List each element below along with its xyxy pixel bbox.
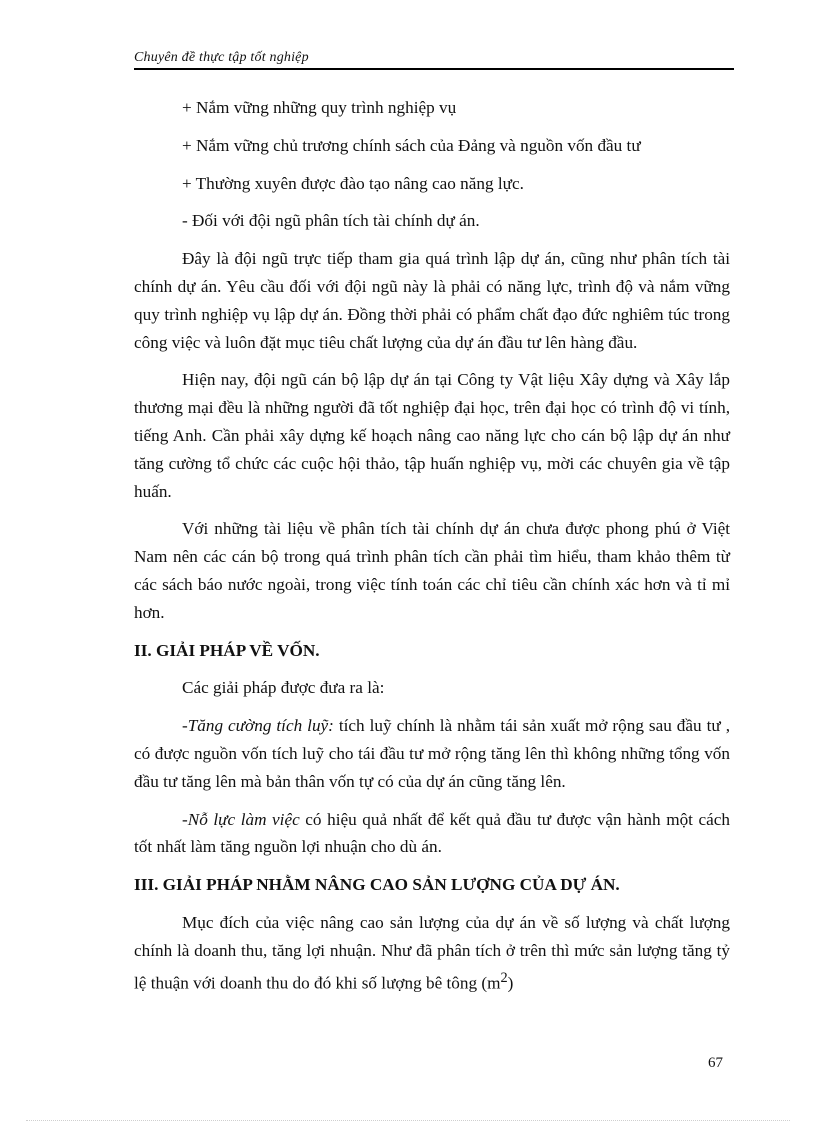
solution-title: -Tăng cường tích luỹ: — [182, 716, 334, 736]
paragraph-end: ) — [507, 973, 514, 993]
page-body — [134, 94, 730, 1007]
section-heading: III. GIẢI PHÁP NHẰM NÂNG CAO SẢN LƯỢNG CỦA DỰ ÁN. — [134, 875, 620, 895]
section-intro: Các giải pháp được đưa ra là: — [182, 678, 385, 698]
solution-paragraph — [134, 806, 730, 862]
paragraph — [134, 909, 730, 997]
paragraph: Đây là đội ngũ trực tiếp tham gia quá trình lập dự án, cũng như phân tích tài chính dự án. Yêu cầu đối với đội ngũ này là phải có năng lực, trình độ và nắm vững quy trình nghiệp vụ lập dự án. Đồng thời phải có phẩm chất đạo đức nghiêm túc trong công việc và luôn đặt mục tiêu chất lượng của dự án đầu tư lên hàng đầu. — [134, 249, 730, 352]
bullet-item: + Nắm vững những quy trình nghiệp vụ — [182, 98, 457, 117]
solution-title: -Nỗ lực làm việc — [182, 809, 300, 829]
document-header: Chuyên đề thực tập tốt nghiệp — [134, 50, 309, 65]
superscript: 2 — [500, 969, 508, 986]
paragraph: Hiện nay, đội ngũ cán bộ lập dự án tại Công ty Vật liệu Xây dựng và Xây lắp thương mại đều là những người đã tốt nghiệp đại học, trên đại học có trình độ vi tính, tiếng Anh. Cần phải xây dựng kế hoạch nâng cao năng lực cho cán bộ lập dự án như tăng cường tổ chức các cuộc hội thảo, tập huấn nghiệp vụ, mời các chuyên gia về tập huấn. — [134, 370, 730, 501]
page-number: 67 — [708, 1055, 723, 1071]
bullet-item: + Thường xuyên được đào tạo nâng cao năng lực. — [182, 173, 524, 193]
page-bottom-border — [26, 1120, 790, 1121]
paragraph: Với những tài liệu về phân tích tài chính dự án chưa được phong phú ở Việt Nam nên các cán bộ trong quá trình phân tích cần phải tìm hiểu, tham khảo thêm từ các sách báo nước ngoài, trong việc tính toán các chỉ tiêu cần chính xác hơn và tỉ mỉ hơn. — [134, 519, 730, 622]
paragraph-text: Mục đích của việc nâng cao sản lượng của dự án về số lượng và chất lượng chính là doanh thu, tăng lợi nhuận. Như đã phân tích ở trên thì mức sản lượng tăng tỷ lệ thuận với doanh thu do đó khi số lượng bê tông (m — [134, 912, 730, 993]
solution-text: có hiệu quả nhất để kết quả đầu tư được vận hành một cách tốt nhất làm tăng nguồn lợi nhuận cho dù án. — [134, 809, 730, 857]
bullet-item: - Đối với đội ngũ phân tích tài chính dự án. — [182, 211, 480, 231]
bullet-item: + Nắm vững chủ trương chính sách của Đảng và nguồn vốn đầu tư — [182, 135, 641, 155]
solution-paragraph — [134, 712, 730, 795]
section-heading: II. GIẢI PHÁP VỀ VỐN. — [134, 640, 320, 660]
solution-text: tích luỹ chính là nhằm tái sản xuất mở rộng sau đầu tư , có được nguồn vốn tích luỹ cho tái đầu tư mở rộng tăng lên thì không những tổng vốn đầu tư tăng lên mà bản thân vốn tự có của dự án cũng tăng lên. — [134, 716, 730, 791]
header-divider — [134, 68, 734, 70]
